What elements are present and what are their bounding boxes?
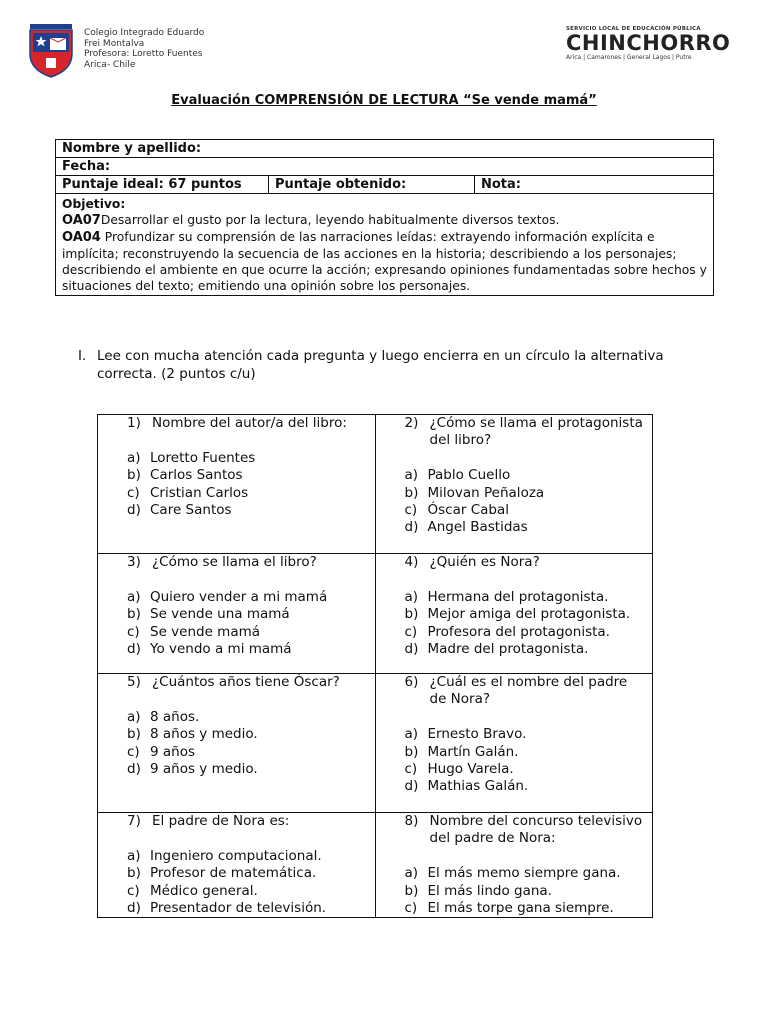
question-text: Nombre del autor/a del libro: [152, 415, 347, 431]
question-cell [98, 813, 376, 918]
section-text: Lee con mucha atención cada pregunta y luego encierra en un círculo la alternativa correcta. (2 puntos c/u) [97, 348, 664, 382]
org-sub-label: Arica | Camarones | General Lagos | Putre [566, 54, 692, 61]
question-number: 2) [404, 415, 419, 431]
question-stem [382, 813, 649, 848]
question-text: ¿Cuál es el nombre del padre de Nora? [429, 674, 628, 708]
option-letter: d) [404, 641, 419, 658]
objective-cell [56, 194, 714, 296]
option-text: 8 años y medio. [150, 726, 258, 743]
question-stem [104, 674, 371, 691]
option-letter: b) [127, 467, 141, 484]
option-letter: c) [127, 623, 140, 640]
option-text: Médico general. [150, 882, 258, 899]
question-stem [382, 674, 649, 709]
option-text: Martín Galán. [427, 743, 519, 760]
option-letter: b) [127, 726, 141, 743]
option-letter: c) [404, 502, 418, 519]
answer-option[interactable] [382, 865, 649, 882]
answer-option[interactable] [104, 865, 371, 882]
option-text: Hermana del protagonista. [427, 588, 609, 605]
option-text: El más lindo gana. [427, 882, 552, 899]
option-text: Quiero vender a mi mamá [150, 588, 328, 605]
option-text: Se vende una mamá [150, 606, 290, 623]
option-letter: b) [404, 606, 419, 623]
question-number: 5) [127, 674, 141, 690]
question-stem [104, 554, 371, 571]
question-cell [375, 674, 653, 813]
obtained-score-field[interactable] [269, 176, 475, 194]
question-stem [382, 415, 649, 450]
ideal-score-cell [56, 176, 269, 194]
school-name-line1: Colegio Integrado Eduardo [84, 28, 205, 38]
option-text: Cristian Carlos [150, 484, 249, 501]
question-cell [375, 813, 653, 918]
question-text: ¿Cómo se llama el libro? [152, 554, 317, 570]
option-text: Ernesto Bravo. [427, 726, 527, 743]
question-text: ¿Cómo se llama el protagonista del libro? [429, 415, 643, 449]
answer-option[interactable] [104, 485, 371, 502]
option-letter: a) [404, 467, 419, 484]
option-letter: d) [404, 519, 419, 536]
answer-option[interactable] [104, 467, 371, 484]
answer-option[interactable] [382, 624, 649, 641]
answer-option[interactable] [104, 883, 371, 900]
option-text: Ingeniero computacional. [150, 847, 322, 864]
question-text: ¿Cuántos años tiene Óscar? [152, 674, 340, 690]
option-letter: c) [127, 882, 140, 899]
option-text: Hugo Varela. [427, 761, 514, 778]
answer-option[interactable] [104, 606, 371, 623]
location-line: Arica- Chile [84, 59, 136, 70]
answer-option[interactable] [104, 450, 371, 467]
option-letter: b) [404, 743, 419, 760]
teacher-line: Profesora: Loretto Fuentes [84, 49, 203, 60]
question-number: 8) [404, 813, 419, 829]
option-text: Madre del protagonista. [427, 641, 589, 658]
question-cell [375, 415, 653, 554]
option-letter: d) [404, 778, 419, 795]
org-name-text: CHINCHORRO [566, 31, 731, 55]
option-letter: b) [127, 606, 141, 623]
section-instructions [78, 347, 718, 383]
option-letter: c) [127, 743, 140, 760]
option-letter: c) [127, 484, 140, 501]
option-letter: a) [404, 865, 419, 882]
option-text: 8 años. [150, 708, 200, 725]
question-stem [104, 813, 371, 830]
option-letter: a) [404, 726, 419, 743]
name-label: Nombre y apellido: [62, 140, 202, 156]
section-number: I. [78, 348, 87, 364]
chinchorro-logo [566, 26, 744, 68]
oa07-text: Desarrollar el gusto por la lectura, leyendo habitualmente diversos textos. [100, 213, 560, 227]
name-field[interactable] [56, 140, 714, 158]
option-letter: d) [127, 900, 141, 917]
question-cell [98, 415, 376, 554]
option-letter: d) [127, 761, 141, 778]
question-text: El padre de Nora es: [152, 813, 290, 829]
answer-option[interactable] [382, 641, 649, 658]
option-letter: b) [404, 484, 419, 501]
question-text: ¿Quién es Nora? [429, 554, 540, 570]
option-text: Óscar Cabal [427, 502, 509, 519]
school-crest-logo [28, 24, 74, 78]
answer-option[interactable] [382, 467, 649, 484]
option-text: Mathias Galán. [427, 778, 529, 795]
question-number: 3) [127, 554, 141, 570]
option-letter: a) [127, 708, 141, 725]
school-info [84, 28, 204, 70]
option-text: Loretto Fuentes [150, 449, 256, 466]
option-text: Yo vendo a mi mamá [150, 641, 292, 658]
question-cell [375, 554, 653, 674]
question-stem [382, 554, 649, 571]
option-letter: a) [127, 449, 141, 466]
option-text: Carlos Santos [150, 467, 243, 484]
answer-option[interactable] [382, 589, 649, 606]
questions-table [97, 414, 653, 918]
answer-option[interactable] [382, 778, 649, 795]
answer-option[interactable] [382, 761, 649, 778]
question-number: 6) [404, 674, 419, 690]
objective-label: Objetivo: [62, 197, 126, 211]
answer-option[interactable] [382, 726, 649, 743]
option-letter: a) [127, 588, 141, 605]
student-info-table [55, 139, 714, 296]
oa04-code: OA04 [62, 230, 101, 245]
option-text: Milovan Peñaloza [427, 484, 545, 501]
oa07-line [62, 212, 707, 229]
option-letter: b) [404, 882, 419, 899]
answer-option[interactable] [104, 624, 371, 641]
option-text: Se vende mamá [150, 623, 261, 640]
option-letter: c) [404, 761, 418, 778]
option-text: Profesora del protagonista. [427, 623, 610, 640]
question-text: Nombre del concurso televisivo del padre de Nora: [429, 813, 643, 847]
option-text: Pablo Cuello [427, 467, 511, 484]
option-text: 9 años [150, 743, 196, 760]
answer-option[interactable] [104, 641, 371, 658]
answer-option[interactable] [382, 883, 649, 900]
oa04-text: Profundizar su comprensión de las narraciones leídas: extrayendo información explícita e implícita; reconstruyendo la secuencia de las acciones en la historia; describiendo a los personajes; describiendo el ambiente en que ocurre la acción; expresando opiniones fundamentadas sobre hechos y situaciones del texto; emitiendo una opinión sobre los personajes. [62, 230, 707, 293]
option-text: Mejor amiga del protagonista. [427, 606, 631, 623]
page-title: Evaluación COMPRENSIÓN DE LECTURA “Se vende mamá” [171, 93, 597, 108]
option-text: 9 años y medio. [150, 761, 258, 778]
option-text: Angel Bastidas [427, 519, 528, 536]
answer-option[interactable] [382, 502, 649, 519]
answer-option[interactable] [382, 744, 649, 761]
option-letter: c) [404, 623, 418, 640]
obtained-score-label: Puntaje obtenido: [275, 176, 407, 192]
answer-option[interactable] [104, 709, 371, 726]
option-text: Care Santos [150, 502, 232, 519]
answer-option[interactable] [382, 900, 649, 917]
oa07-code: OA07 [62, 213, 101, 228]
option-letter: d) [127, 641, 141, 658]
org-name [566, 32, 744, 54]
answer-option[interactable] [382, 519, 649, 536]
answer-option[interactable] [104, 589, 371, 606]
grade-label: Nota: [481, 176, 521, 192]
question-number: 4) [404, 554, 419, 570]
date-label: Fecha: [62, 158, 111, 174]
answer-option[interactable] [382, 485, 649, 502]
answer-option[interactable] [104, 744, 371, 761]
org-small-label: SERVICIO LOCAL DE EDUCACIÓN PÚBLICA [566, 26, 701, 32]
option-letter: a) [404, 588, 419, 605]
answer-option[interactable] [104, 848, 371, 865]
question-number: 1) [127, 415, 141, 431]
question-number: 7) [127, 813, 141, 829]
option-text: El más torpe gana siempre. [427, 900, 614, 917]
answer-option[interactable] [104, 726, 371, 743]
answer-option[interactable] [104, 502, 371, 519]
date-field[interactable] [56, 158, 714, 176]
question-stem [104, 415, 371, 432]
option-text: Profesor de matemática. [150, 865, 317, 882]
answer-option[interactable] [382, 606, 649, 623]
option-letter: d) [127, 502, 141, 519]
ideal-score-label: Puntaje ideal: 67 puntos [62, 176, 242, 192]
oa04-line [62, 229, 707, 294]
option-text: Presentador de televisión. [150, 900, 327, 917]
grade-field[interactable] [475, 176, 714, 194]
answer-option[interactable] [104, 761, 371, 778]
option-letter: a) [127, 847, 141, 864]
question-cell [98, 674, 376, 813]
answer-option[interactable] [104, 900, 371, 917]
school-name-line2: Frei Montalva [84, 38, 145, 49]
option-letter: b) [127, 865, 141, 882]
question-cell [98, 554, 376, 674]
option-text: El más memo siempre gana. [427, 865, 621, 882]
option-letter: c) [404, 900, 418, 917]
